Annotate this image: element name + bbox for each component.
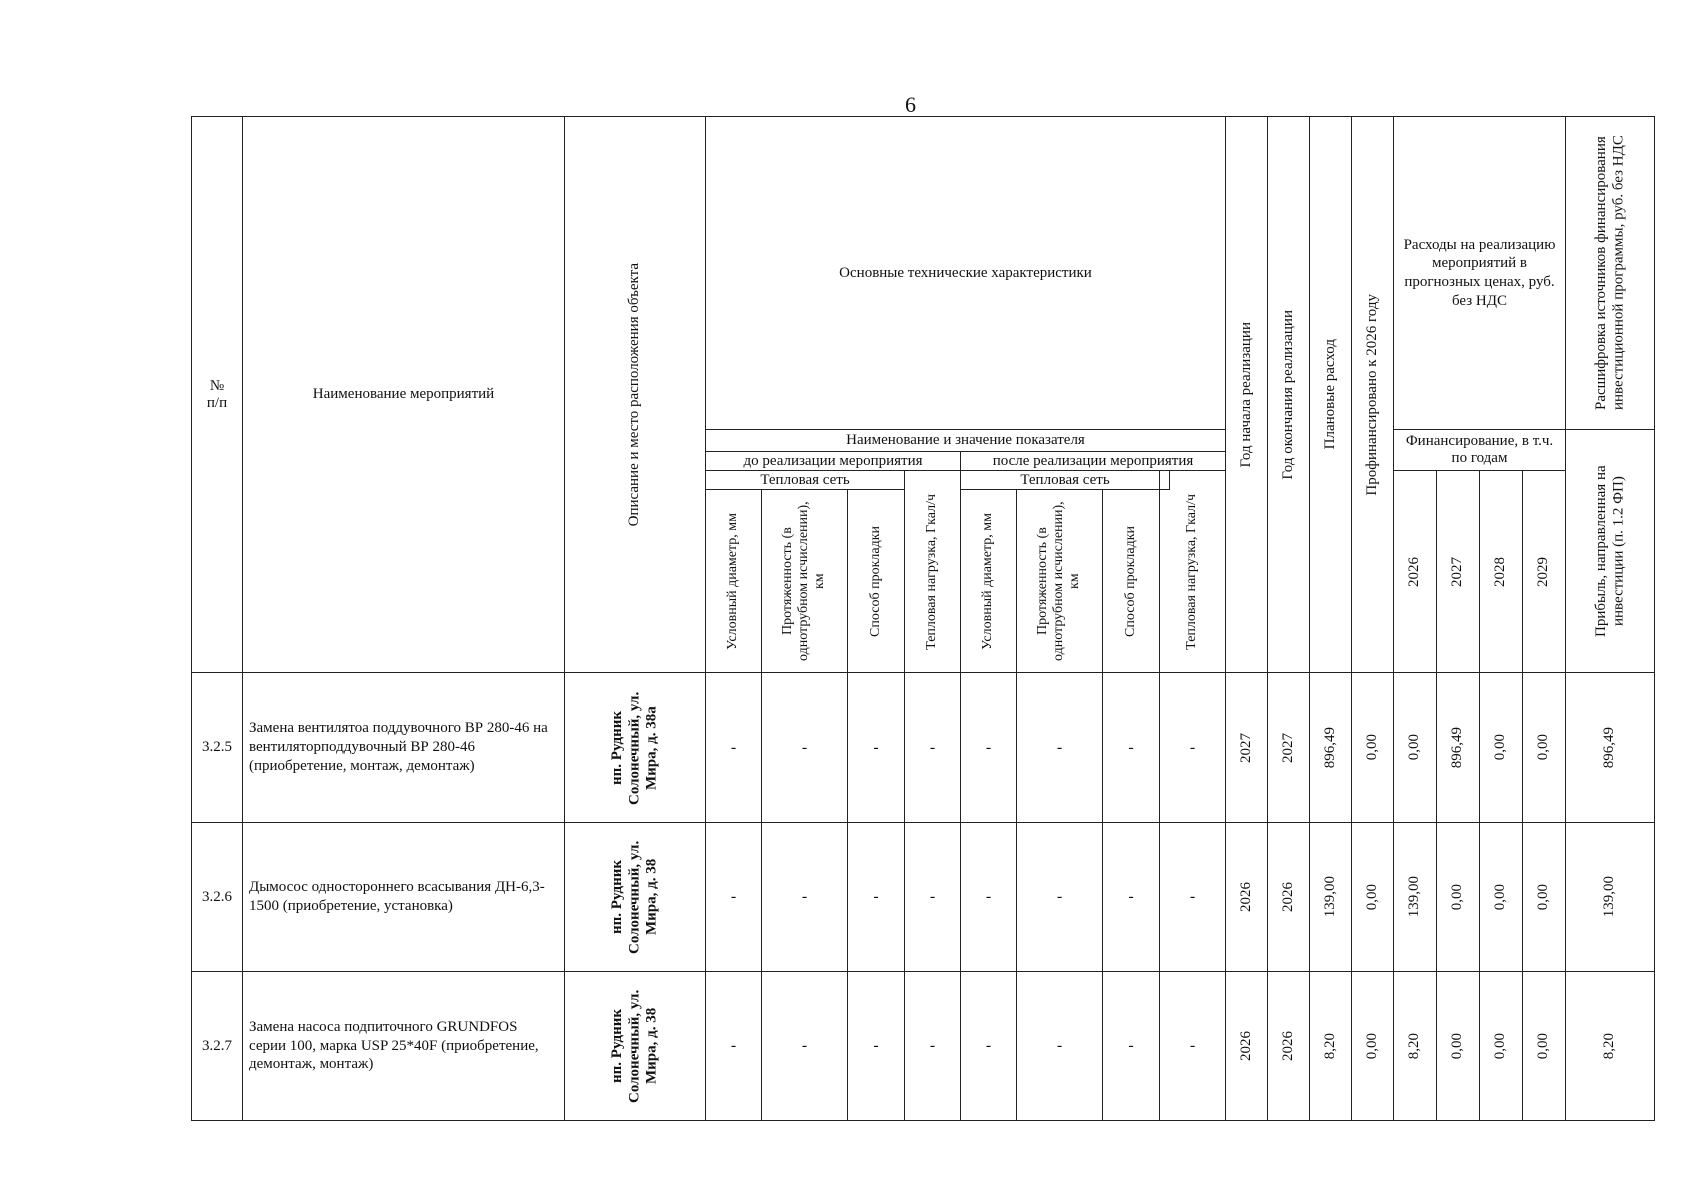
row-num: 3.2.5	[191, 672, 243, 823]
row-method-after: -	[1102, 822, 1160, 972]
header-name: Наименование мероприятий	[242, 116, 565, 673]
row-diameter-after: -	[960, 672, 1017, 823]
header-year-2026: 2026	[1393, 470, 1437, 673]
row-fin-2028: 0,00	[1479, 672, 1523, 823]
row-fin-2028: 0,00	[1479, 971, 1523, 1121]
row-planned: 896,49	[1309, 672, 1352, 823]
row-prefinanced: 0,00	[1351, 672, 1394, 823]
header-load-before: Тепловая нагрузка, Гкал/ч	[904, 470, 961, 673]
header-prefinanced: Профинансировано к 2026 году	[1351, 116, 1394, 673]
header-year-start: Год начала реализации	[1225, 116, 1268, 673]
row-year-start: 2026	[1225, 971, 1268, 1121]
row-year-end: 2027	[1267, 672, 1310, 823]
row-profit: 139,00	[1565, 822, 1655, 972]
header-num: № п/п	[191, 116, 243, 673]
row-fin-2026: 0,00	[1393, 672, 1437, 823]
row-planned: 8,20	[1309, 971, 1352, 1121]
header-financing-years: Финансирование, в т.ч. по годам	[1393, 429, 1566, 471]
row-fin-2029: 0,00	[1522, 822, 1566, 972]
row-year-end: 2026	[1267, 971, 1310, 1121]
row-load-before: -	[904, 822, 961, 972]
row-length-before: -	[761, 971, 848, 1121]
header-tech-characteristics: Основные технические характеристики	[705, 116, 1226, 430]
row-load-after: -	[1159, 971, 1226, 1121]
row-method-before: -	[847, 822, 905, 972]
header-diameter-after: Условный диаметр, мм	[960, 489, 1017, 673]
header-year-end: Год окончания реализации	[1267, 116, 1310, 673]
header-year-2028: 2028	[1479, 470, 1523, 673]
header-before: до реализации мероприятия	[705, 451, 961, 471]
row-method-before: -	[847, 971, 905, 1121]
row-fin-2028: 0,00	[1479, 822, 1523, 972]
row-load-before: -	[904, 971, 961, 1121]
row-profit: 896,49	[1565, 672, 1655, 823]
row-diameter-before: -	[705, 971, 762, 1121]
header-diameter-before: Условный диаметр, мм	[705, 489, 762, 673]
header-planned: Плановые расход	[1309, 116, 1352, 673]
header-breakdown: Расшифровка источников финансирования инвестиционной программы, руб. без НДС	[1565, 116, 1655, 430]
header-method-after: Способ прокладки	[1102, 489, 1160, 673]
row-diameter-before: -	[705, 672, 762, 823]
row-location: нп. Рудник Солонечный, ул. Мира, д. 38а	[564, 672, 706, 823]
row-fin-2029: 0,00	[1522, 971, 1566, 1121]
page-number: 6	[905, 92, 916, 117]
header-network-before: Тепловая сеть	[705, 470, 905, 490]
header-year-2029: 2029	[1522, 470, 1566, 673]
row-load-before: -	[904, 672, 961, 823]
row-length-after: -	[1016, 672, 1103, 823]
header-network-after: Тепловая сеть	[960, 470, 1170, 490]
row-num: 3.2.7	[191, 971, 243, 1121]
header-indicator: Наименование и значение показателя	[705, 429, 1226, 452]
row-location: нп. Рудник Солонечный, ул. Мира, д. 38	[564, 971, 706, 1121]
row-fin-2027: 896,49	[1436, 672, 1480, 823]
row-fin-2029: 0,00	[1522, 672, 1566, 823]
row-year-start: 2027	[1225, 672, 1268, 823]
row-fin-2027: 0,00	[1436, 822, 1480, 972]
row-year-end: 2026	[1267, 822, 1310, 972]
row-planned: 139,00	[1309, 822, 1352, 972]
row-profit: 8,20	[1565, 971, 1655, 1121]
header-method-before: Способ прокладки	[847, 489, 905, 673]
row-location: нп. Рудник Солонечный, ул. Мира, д. 38	[564, 822, 706, 972]
row-fin-2027: 0,00	[1436, 971, 1480, 1121]
row-length-before: -	[761, 672, 848, 823]
row-fin-2026: 8,20	[1393, 971, 1437, 1121]
row-fin-2026: 139,00	[1393, 822, 1437, 972]
header-profit: Прибыль, направленная на инвестиции (п. 1.2 ФП)	[1565, 429, 1655, 673]
header-length-before: Протяженность (в однотрубном исчислении), км	[761, 489, 848, 673]
row-name: Замена вентилятоа поддувочного ВР 280-46 на вентиляторподдувочный ВР 280-46 (приобретение, монтаж, демонтаж)	[242, 672, 565, 823]
row-method-after: -	[1102, 672, 1160, 823]
header-location: Описание и место расположения объекта	[564, 116, 706, 673]
row-load-after: -	[1159, 672, 1226, 823]
header-length-after: Протяженность (в однотрубном исчислении), км	[1016, 489, 1103, 673]
row-length-before: -	[761, 822, 848, 972]
header-year-2027: 2027	[1436, 470, 1480, 673]
row-year-start: 2026	[1225, 822, 1268, 972]
row-method-before: -	[847, 672, 905, 823]
row-diameter-after: -	[960, 971, 1017, 1121]
row-method-after: -	[1102, 971, 1160, 1121]
row-name: Замена насоса подпиточного GRUNDFOS серии 100, марка USP 25*40F (приобретение, демонтаж, монтаж)	[242, 971, 565, 1121]
header-load-after: Тепловая нагрузка, Гкал/ч	[1159, 470, 1226, 673]
row-diameter-after: -	[960, 822, 1017, 972]
header-expenses: Расходы на реализацию мероприятий в прогнозных ценах, руб. без НДС	[1393, 116, 1566, 430]
investment-table	[191, 116, 1655, 1121]
row-name: Дымосос одностороннего всасывания ДН-6,3-1500 (приобретение, установка)	[242, 822, 565, 972]
row-length-after: -	[1016, 971, 1103, 1121]
header-after: после реализации мероприятия	[960, 451, 1226, 471]
row-load-after: -	[1159, 822, 1226, 972]
row-diameter-before: -	[705, 822, 762, 972]
row-length-after: -	[1016, 822, 1103, 972]
row-num: 3.2.6	[191, 822, 243, 972]
row-prefinanced: 0,00	[1351, 822, 1394, 972]
row-prefinanced: 0,00	[1351, 971, 1394, 1121]
